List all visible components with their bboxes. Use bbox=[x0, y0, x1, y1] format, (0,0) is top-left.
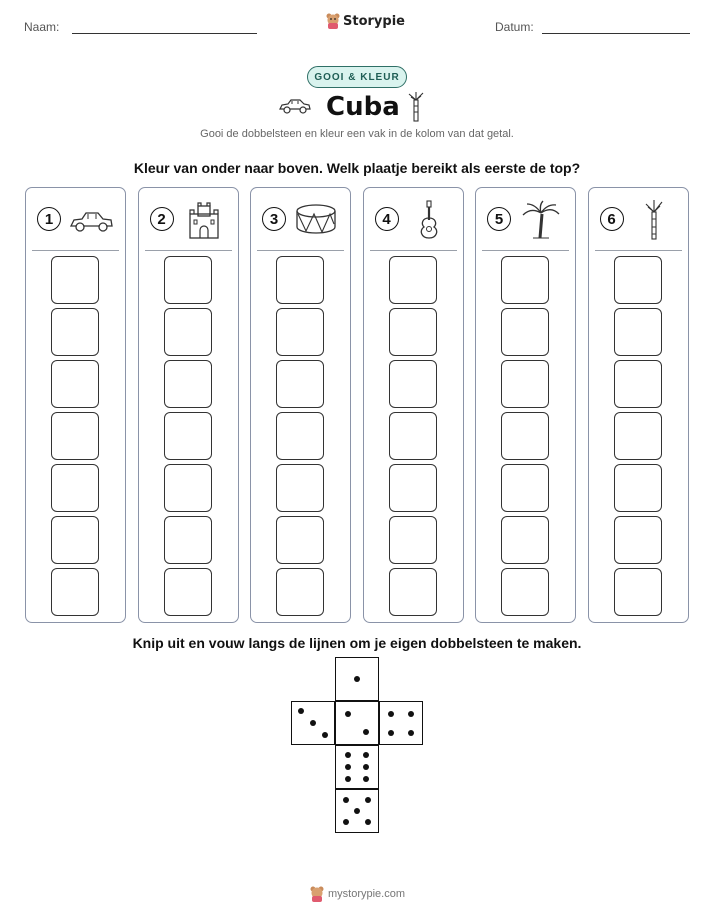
color-box[interactable] bbox=[389, 516, 437, 564]
color-box[interactable] bbox=[614, 256, 662, 304]
palm-tree-icon bbox=[517, 200, 565, 240]
pip bbox=[388, 730, 394, 736]
color-box[interactable] bbox=[389, 308, 437, 356]
color-box[interactable] bbox=[51, 516, 99, 564]
pip bbox=[363, 752, 369, 758]
color-box[interactable] bbox=[164, 568, 212, 616]
pip bbox=[322, 732, 328, 738]
pip bbox=[408, 711, 414, 717]
color-box[interactable] bbox=[501, 568, 549, 616]
page-title: Cuba bbox=[326, 92, 400, 122]
color-box[interactable] bbox=[501, 360, 549, 408]
pip bbox=[345, 776, 351, 782]
activity-badge: GOOI & KLEUR bbox=[307, 66, 407, 88]
column-divider bbox=[145, 250, 232, 251]
pip bbox=[343, 819, 349, 825]
column-number: 6 bbox=[600, 207, 624, 231]
castle-icon bbox=[180, 200, 228, 240]
pip bbox=[365, 797, 371, 803]
column-divider bbox=[32, 250, 119, 251]
color-box[interactable] bbox=[614, 412, 662, 460]
column-number: 3 bbox=[262, 207, 286, 231]
color-box[interactable] bbox=[501, 308, 549, 356]
color-box[interactable] bbox=[501, 464, 549, 512]
color-box[interactable] bbox=[164, 412, 212, 460]
column-divider bbox=[257, 250, 344, 251]
column-number: 1 bbox=[37, 207, 61, 231]
column-divider bbox=[595, 250, 682, 251]
color-box[interactable] bbox=[614, 568, 662, 616]
color-box[interactable] bbox=[389, 256, 437, 304]
column-1 bbox=[25, 187, 126, 623]
color-box[interactable] bbox=[389, 464, 437, 512]
pip bbox=[388, 711, 394, 717]
pip bbox=[363, 729, 369, 735]
pip bbox=[354, 808, 360, 814]
color-box[interactable] bbox=[276, 256, 324, 304]
bear-icon bbox=[310, 886, 324, 902]
column-3 bbox=[250, 187, 351, 623]
pip bbox=[345, 764, 351, 770]
pip bbox=[363, 776, 369, 782]
pip bbox=[345, 752, 351, 758]
pip bbox=[408, 730, 414, 736]
column-5 bbox=[475, 187, 576, 623]
column-4 bbox=[363, 187, 464, 623]
die-face-three bbox=[291, 701, 335, 745]
instruction-text: Kleur van onder naar boven. Welk plaatje bereikt als eerste de top? bbox=[133, 160, 581, 176]
color-box[interactable] bbox=[51, 568, 99, 616]
pip bbox=[310, 720, 316, 726]
pip bbox=[363, 764, 369, 770]
die-instruction-text: Knip uit en vouw langs de lijnen om je eigen dobbelsteen te maken. bbox=[132, 635, 582, 651]
color-box[interactable] bbox=[614, 516, 662, 564]
color-box[interactable] bbox=[164, 516, 212, 564]
die-face-one bbox=[335, 657, 379, 701]
column-number: 2 bbox=[150, 207, 174, 231]
pip bbox=[343, 797, 349, 803]
pip bbox=[298, 708, 304, 714]
color-box[interactable] bbox=[614, 464, 662, 512]
column-2 bbox=[138, 187, 239, 623]
color-box[interactable] bbox=[276, 360, 324, 408]
color-box[interactable] bbox=[501, 516, 549, 564]
car-icon bbox=[278, 96, 312, 116]
color-box[interactable] bbox=[389, 568, 437, 616]
guitar-icon bbox=[405, 200, 453, 240]
color-box[interactable] bbox=[501, 256, 549, 304]
car-icon bbox=[67, 200, 115, 240]
column-divider bbox=[482, 250, 569, 251]
color-box[interactable] bbox=[501, 412, 549, 460]
sugarcane-icon bbox=[405, 92, 427, 122]
pip bbox=[354, 676, 360, 682]
color-box[interactable] bbox=[51, 464, 99, 512]
die-face-four bbox=[379, 701, 423, 745]
color-box[interactable] bbox=[164, 308, 212, 356]
date-label: Datum: bbox=[495, 20, 534, 34]
color-box[interactable] bbox=[276, 464, 324, 512]
color-box[interactable] bbox=[51, 412, 99, 460]
brand-name: Storypie bbox=[343, 13, 405, 29]
drum-icon bbox=[292, 200, 340, 240]
color-box[interactable] bbox=[164, 360, 212, 408]
color-box[interactable] bbox=[389, 360, 437, 408]
name-line[interactable] bbox=[72, 33, 257, 34]
die-face-two bbox=[335, 701, 379, 745]
date-line[interactable] bbox=[542, 33, 690, 34]
color-box[interactable] bbox=[276, 412, 324, 460]
color-box[interactable] bbox=[51, 308, 99, 356]
sugarcane-icon bbox=[630, 200, 678, 240]
color-box[interactable] bbox=[614, 308, 662, 356]
color-box[interactable] bbox=[276, 568, 324, 616]
color-box[interactable] bbox=[51, 360, 99, 408]
page-subtitle: Gooi de dobbelsteen en kleur een vak in de kolom van dat getal. bbox=[200, 128, 514, 140]
die-face-five bbox=[335, 789, 379, 833]
pip bbox=[365, 819, 371, 825]
color-box[interactable] bbox=[276, 308, 324, 356]
column-number: 5 bbox=[487, 207, 511, 231]
column-divider bbox=[370, 250, 457, 251]
color-box[interactable] bbox=[164, 464, 212, 512]
color-box[interactable] bbox=[389, 412, 437, 460]
color-box[interactable] bbox=[51, 256, 99, 304]
color-box[interactable] bbox=[614, 360, 662, 408]
brand-logo bbox=[326, 13, 405, 29]
die-face-six bbox=[335, 745, 379, 789]
bear-icon bbox=[326, 13, 340, 29]
footer bbox=[310, 886, 405, 902]
pip bbox=[345, 711, 351, 717]
footer-url[interactable]: mystorypie.com bbox=[328, 888, 406, 900]
color-box[interactable] bbox=[276, 516, 324, 564]
name-label: Naam: bbox=[24, 20, 60, 34]
column-number: 4 bbox=[375, 207, 399, 231]
column-6 bbox=[588, 187, 689, 623]
color-box[interactable] bbox=[164, 256, 212, 304]
